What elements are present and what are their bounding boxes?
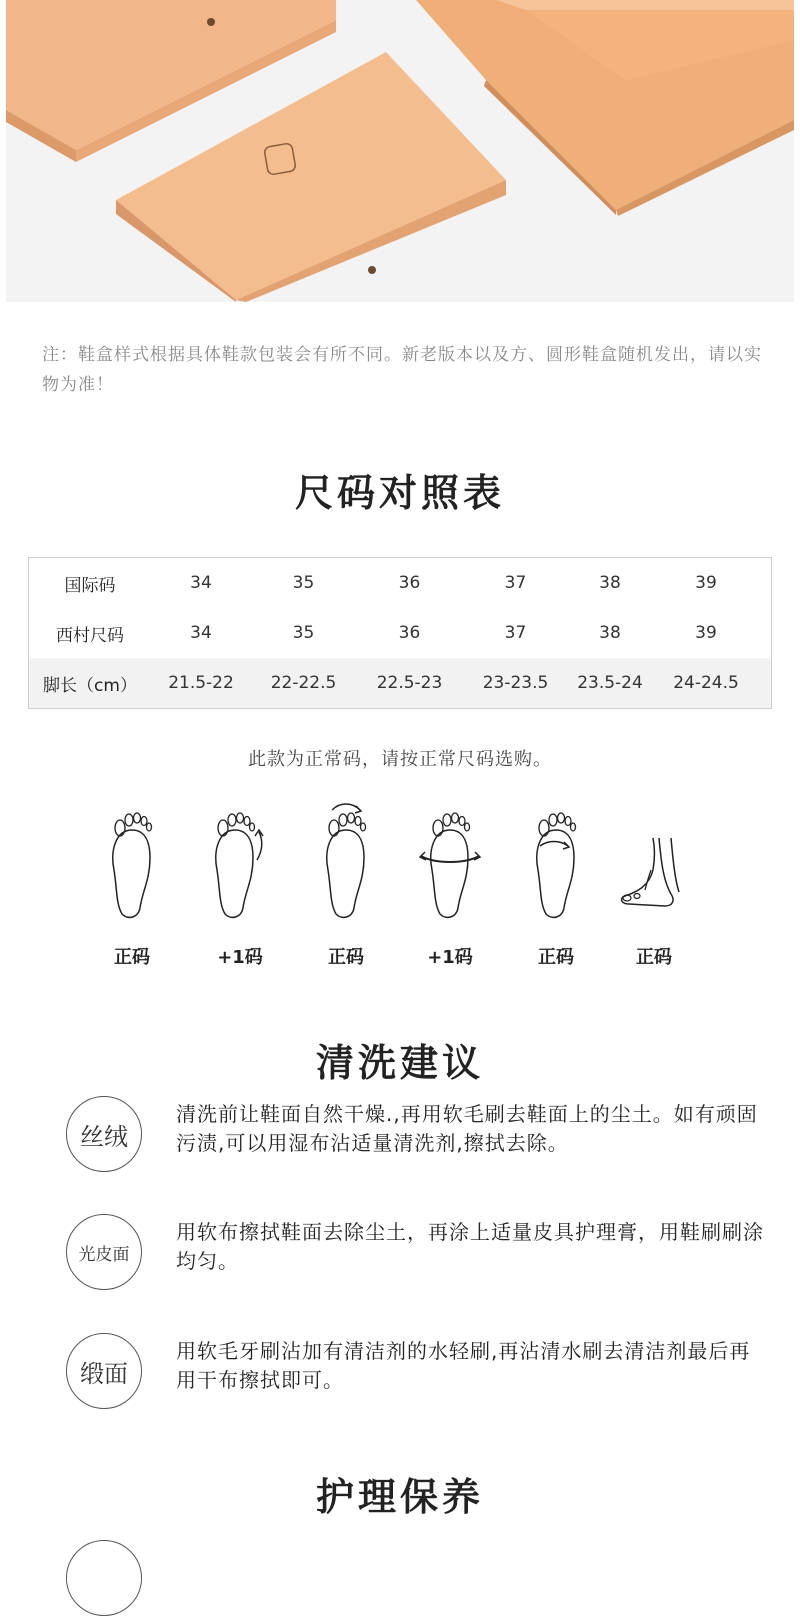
table-cell: 24-24.5 [673, 673, 739, 693]
table-cell: 23-23.5 [482, 673, 549, 693]
material-badge [66, 1540, 142, 1616]
foot-type-label: 正码 [328, 947, 364, 968]
table-cell: 37 [504, 573, 527, 593]
table-cell: 22.5-23 [376, 673, 443, 693]
material-badge: 光皮面 [66, 1214, 142, 1290]
foot-type-label: 正码 [636, 947, 672, 968]
foot-type-item [82, 800, 182, 968]
narrow-foot-icon [526, 800, 586, 920]
table-row [29, 558, 771, 608]
cleaning-instruction: 清洗前让鞋面自然干燥.,再用软毛刷去鞋面上的尘土。如有顽固污渍,可以用湿布沾适量清洗剂,擦拭去除。 [176, 1102, 758, 1155]
table-cell: 35 [292, 573, 315, 593]
foot-type-item [190, 800, 290, 968]
foot-type-label: 正码 [538, 947, 574, 968]
foot-type-label: 正码 [114, 947, 150, 968]
cleaning-item [66, 1214, 766, 1294]
size-advice: 此款为正常码，请按正常尺码选购。 [248, 749, 552, 770]
table-cell: 37 [504, 623, 527, 643]
size-chart-title: 尺码对照表 [294, 470, 505, 515]
wide-foot-icon [415, 800, 485, 920]
care-title: 护理保养 [315, 1474, 484, 1519]
size-table [28, 557, 772, 709]
table-cell: 36 [398, 623, 421, 643]
table-cell: 38 [599, 573, 621, 593]
long-toe-foot-icon [316, 800, 376, 920]
foot-type-label: +1码 [427, 947, 473, 968]
row-label: 脚长（cm） [43, 675, 137, 696]
high-instep-foot-icon [609, 800, 699, 920]
table-row [29, 608, 771, 658]
foot-type-guide [0, 800, 800, 980]
table-cell: 35 [292, 623, 315, 643]
table-cell: 36 [398, 573, 421, 593]
foot-type-item [296, 800, 396, 968]
table-cell: 22-22.5 [270, 673, 337, 693]
row-label: 西村尺码 [56, 625, 124, 646]
cleaning-item [66, 1096, 766, 1176]
material-badge: 缎面 [66, 1333, 142, 1409]
table-cell: 38 [599, 623, 621, 643]
packaging-note: 注：鞋盒样式根据具体鞋款包装会有所不同。新老版本以及方、圆形鞋盒随机发出，请以实物为准！ [42, 345, 762, 395]
foot-type-item [400, 800, 500, 968]
foot-type-label: +1码 [217, 947, 263, 968]
table-cell: 39 [695, 623, 717, 643]
cleaning-item [66, 1333, 766, 1413]
table-cell: 39 [695, 573, 717, 593]
table-cell: 34 [190, 573, 212, 593]
foot-type-item [506, 800, 606, 968]
normal-foot-icon [102, 800, 162, 920]
table-row [29, 658, 771, 708]
table-cell: 23.5-24 [577, 673, 643, 693]
cleaning-title: 清洗建议 [315, 1040, 484, 1085]
row-label: 国际码 [64, 575, 116, 596]
cleaning-instruction: 用软布擦拭鞋面去除尘土，再涂上适量皮具护理膏，用鞋刷刷涂均匀。 [176, 1220, 764, 1273]
shoe-box-photo [6, 0, 794, 302]
table-cell: 21.5-22 [168, 673, 234, 693]
table-cell: 34 [190, 623, 212, 643]
cleaning-instruction: 用软毛牙刷沾加有清洁剂的水轻刷,再沾清水刷去清洁剂最后再用干布擦拭即可。 [176, 1339, 751, 1392]
foot-type-item [604, 800, 704, 968]
material-badge: 丝绒 [66, 1096, 142, 1172]
wide-toe-foot-icon [205, 800, 275, 920]
